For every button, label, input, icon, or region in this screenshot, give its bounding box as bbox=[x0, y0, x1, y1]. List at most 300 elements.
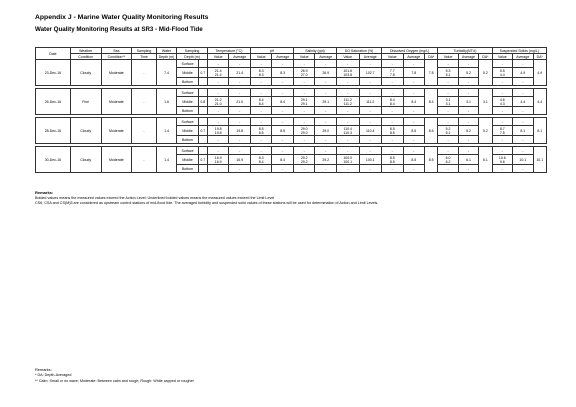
cell-value bbox=[250, 147, 272, 155]
cell-value-1: 19.8 bbox=[214, 126, 222, 131]
cell-dash: - bbox=[391, 119, 393, 124]
cell-value bbox=[492, 136, 512, 144]
cell-dash: - bbox=[467, 108, 470, 113]
cell-value-2: 6.2 bbox=[445, 159, 451, 164]
cell-value bbox=[207, 155, 229, 165]
cell-dash: - bbox=[501, 108, 503, 113]
cell-sampling-time: - bbox=[132, 147, 157, 173]
cell-value bbox=[403, 97, 425, 107]
cell-dash: - bbox=[347, 61, 349, 66]
header-average: Average bbox=[513, 54, 533, 60]
cell-average: 110.4 bbox=[366, 128, 375, 133]
cell-sea-condition: Moderate bbox=[101, 89, 132, 115]
cell-value-1: 8.4 bbox=[389, 97, 395, 102]
cell-value bbox=[229, 147, 251, 155]
cell-dash: - bbox=[391, 148, 393, 153]
header-value: Value bbox=[382, 54, 404, 60]
footnote-depth-averaged: * DA: Depth-Averaged bbox=[35, 373, 72, 377]
cell-dash: - bbox=[447, 108, 449, 113]
cell-level-label: Bottom bbox=[177, 165, 199, 173]
table-row bbox=[36, 118, 547, 126]
cell-value bbox=[207, 60, 229, 68]
cell-dash: - bbox=[413, 119, 415, 124]
cell-value-2: 8.4 bbox=[389, 101, 395, 106]
cell-value bbox=[438, 147, 458, 155]
cell-dash: - bbox=[325, 119, 327, 124]
cell-dash: - bbox=[303, 79, 305, 84]
cell-dash: - bbox=[501, 119, 503, 124]
cell-sampling-depth: 0.7 bbox=[198, 126, 207, 136]
cell-value-2: 16.9 bbox=[214, 159, 222, 164]
table-row bbox=[36, 89, 547, 97]
header-value: Value bbox=[438, 54, 458, 60]
cell-value-1: 5.3 bbox=[445, 68, 451, 73]
cell-value-1: 7.7 bbox=[389, 68, 395, 73]
cell-value bbox=[207, 147, 229, 155]
cell-value bbox=[207, 136, 229, 144]
cell-value bbox=[250, 126, 272, 136]
cell-average: 8.4 bbox=[280, 157, 286, 162]
cell-dash: - bbox=[325, 166, 327, 171]
header-average: Average bbox=[359, 54, 382, 60]
cell-value-1: 21.2 bbox=[214, 97, 222, 102]
cell-value bbox=[272, 136, 294, 144]
cell-value-2: 3.1 bbox=[445, 101, 451, 106]
cell-value bbox=[272, 155, 294, 165]
cell-value-2: 27.0 bbox=[300, 72, 308, 77]
cell-dash: - bbox=[391, 137, 393, 142]
cell-average: 102.7 bbox=[365, 70, 375, 75]
cell-water-depth: 1.6 bbox=[156, 89, 176, 115]
cell-dash: - bbox=[447, 119, 449, 124]
cell-sampling-depth bbox=[198, 165, 207, 173]
cell-sea-condition: Moderate bbox=[101, 60, 132, 86]
cell-dash: - bbox=[447, 79, 449, 84]
header-do-saturation: DO Saturation (%) bbox=[336, 48, 381, 54]
cell-value-1: 110.4 bbox=[343, 126, 352, 131]
cell-value bbox=[336, 155, 359, 165]
cell-dash: - bbox=[522, 61, 524, 66]
cell-sampling-depth: 0.7 bbox=[198, 155, 207, 165]
cell-value bbox=[359, 155, 382, 165]
cell-value bbox=[207, 107, 229, 115]
cell-value bbox=[359, 89, 382, 97]
cell-dash: - bbox=[467, 148, 470, 153]
cell-value bbox=[336, 78, 359, 86]
cell-value bbox=[250, 89, 272, 97]
cell-value bbox=[315, 136, 337, 144]
cell-value-1: 29.1 bbox=[300, 97, 308, 102]
cell-dash: - bbox=[391, 61, 393, 66]
cell-value bbox=[513, 97, 533, 107]
cell-value bbox=[438, 118, 458, 126]
cell-value bbox=[438, 78, 458, 86]
cell-dash: - bbox=[447, 137, 449, 142]
cell-average: 19.8 bbox=[236, 128, 244, 133]
cell-average: 8.5 bbox=[411, 128, 417, 133]
cell-dash: - bbox=[347, 166, 349, 171]
cell-depth-averaged: 8.5 bbox=[425, 118, 438, 144]
cell-dash: - bbox=[217, 166, 219, 171]
cell-value-1: 21.4 bbox=[214, 68, 222, 73]
cell-average: 8.5 bbox=[280, 128, 286, 133]
cell-dash: - bbox=[217, 137, 219, 142]
cell-value-2: 21.0 bbox=[214, 101, 222, 106]
cell-value bbox=[438, 60, 458, 68]
cell-value-2: 29.0 bbox=[300, 130, 308, 135]
cell-value bbox=[382, 118, 404, 126]
cell-value-2: 5.1 bbox=[445, 130, 451, 135]
cell-value bbox=[336, 118, 359, 126]
cell-water-depth: 1.4 bbox=[156, 118, 176, 144]
cell-dash: - bbox=[282, 137, 284, 142]
cell-dash: - bbox=[501, 137, 503, 142]
cell-value-2: 7.5 bbox=[499, 130, 505, 135]
cell-average: 8.1 bbox=[520, 128, 526, 133]
remarks-line-1: Bolded values means the measured values exceed the Action Level; Underlined bolded values means the measured values exceed the Limit Level bbox=[35, 196, 275, 200]
cell-value bbox=[336, 147, 359, 155]
header-temperature: Temperature (°C) bbox=[207, 48, 250, 54]
cell-value bbox=[250, 68, 272, 78]
cell-value bbox=[293, 147, 315, 155]
cell-dash: - bbox=[217, 148, 219, 153]
cell-value bbox=[458, 136, 478, 144]
cell-value bbox=[359, 136, 382, 144]
cell-value bbox=[438, 89, 458, 97]
cell-dash: - bbox=[217, 108, 219, 113]
cell-average: 21.0 bbox=[236, 99, 244, 104]
header-value: Value bbox=[293, 54, 315, 60]
cell-dash: - bbox=[325, 61, 327, 66]
cell-dash: - bbox=[347, 148, 349, 153]
cell-value-2: 103.8 bbox=[343, 72, 353, 77]
cell-value bbox=[403, 89, 425, 97]
cell-sampling-depth bbox=[198, 107, 207, 115]
cell-dash: - bbox=[260, 61, 262, 66]
cell-dash: - bbox=[413, 148, 415, 153]
cell-value-1: 10.6 bbox=[498, 155, 506, 160]
cell-value bbox=[272, 89, 294, 97]
cell-depth-averaged: 4.4 bbox=[533, 89, 546, 115]
cell-dash: - bbox=[413, 90, 415, 95]
cell-value bbox=[229, 118, 251, 126]
cell-dash: - bbox=[467, 79, 470, 84]
cell-value bbox=[492, 89, 512, 97]
cell-dash: - bbox=[303, 61, 305, 66]
cell-average: 21.4 bbox=[236, 70, 244, 75]
cell-value bbox=[272, 165, 294, 173]
cell-value bbox=[229, 126, 251, 136]
table-row bbox=[36, 60, 547, 68]
cell-value-1: 8.5 bbox=[389, 155, 395, 160]
cell-value bbox=[229, 155, 251, 165]
cell-value bbox=[272, 97, 294, 107]
cell-value bbox=[438, 97, 458, 107]
cell-dash: - bbox=[501, 79, 503, 84]
cell-dash: - bbox=[260, 90, 262, 95]
cell-value bbox=[458, 60, 478, 68]
cell-value bbox=[229, 107, 251, 115]
cell-value bbox=[250, 118, 272, 126]
header-average: Average bbox=[229, 54, 251, 60]
cell-date: 28-Dec-16 bbox=[36, 118, 71, 144]
cell-dash: - bbox=[369, 90, 371, 95]
cell-value bbox=[382, 68, 404, 78]
cell-value bbox=[207, 165, 229, 173]
cell-value bbox=[250, 78, 272, 86]
cell-value-1: 8.3 bbox=[258, 68, 264, 73]
cell-dash: - bbox=[260, 148, 262, 153]
cell-value bbox=[403, 68, 425, 78]
water-quality-table bbox=[35, 47, 547, 173]
header-average: Average bbox=[315, 54, 337, 60]
cell-average: 10.1 bbox=[519, 157, 527, 162]
cell-value-2: 19.8 bbox=[214, 130, 222, 135]
cell-weather: Cloudy bbox=[70, 147, 101, 173]
cell-level-label: Middle bbox=[177, 68, 199, 78]
cell-dash: - bbox=[303, 90, 305, 95]
cell-dash: - bbox=[522, 79, 524, 84]
cell-dash: - bbox=[369, 108, 371, 113]
cell-value bbox=[458, 89, 478, 97]
cell-dash: - bbox=[522, 90, 524, 95]
cell-value bbox=[293, 136, 315, 144]
cell-dash: - bbox=[522, 166, 524, 171]
cell-average: 16.9 bbox=[236, 157, 244, 162]
header-value: Value bbox=[207, 54, 229, 60]
cell-value bbox=[229, 89, 251, 97]
cell-value bbox=[403, 147, 425, 155]
remarks-line-2: CS6, CSA and CS(M)5 are considered as upstream control stations of mid-flood tide. The averaged turbidity and suspended solid values of these stations will be used for determination of Action and Limit Levels. bbox=[35, 201, 379, 205]
cell-value bbox=[250, 97, 272, 107]
cell-water-depth: 7.4 bbox=[156, 60, 176, 86]
cell-value-1: 8.4 bbox=[258, 97, 264, 102]
header-average: Average bbox=[272, 54, 294, 60]
cell-average: 6.1 bbox=[466, 157, 471, 162]
cell-value-1: 100.0 bbox=[343, 155, 353, 160]
cell-dash: - bbox=[282, 79, 284, 84]
cell-value bbox=[336, 136, 359, 144]
cell-dash: - bbox=[260, 137, 262, 142]
cell-value bbox=[336, 68, 359, 78]
cell-dash: - bbox=[303, 119, 305, 124]
cell-depth-averaged: 8.5 bbox=[425, 147, 438, 173]
cell-dash: - bbox=[239, 119, 241, 124]
cell-value bbox=[359, 165, 382, 173]
cell-sampling-depth bbox=[198, 60, 207, 68]
cell-value-2: 4.3 bbox=[499, 101, 505, 106]
footnotes-title: Remarks: bbox=[35, 367, 52, 372]
cell-value bbox=[207, 89, 229, 97]
cell-value-1: 101.6 bbox=[343, 68, 353, 73]
header-dissolved-oxygen: Dissolved Oxygen (mg/L) bbox=[382, 48, 438, 54]
cell-depth-averaged: 5.2 bbox=[479, 118, 492, 144]
cell-dash: - bbox=[391, 79, 393, 84]
cell-value bbox=[359, 60, 382, 68]
cell-level-label: Middle bbox=[177, 126, 199, 136]
cell-dash: - bbox=[303, 137, 305, 142]
cell-value bbox=[382, 165, 404, 173]
cell-value bbox=[438, 126, 458, 136]
cell-value bbox=[293, 89, 315, 97]
cell-dash: - bbox=[369, 166, 371, 171]
cell-value bbox=[403, 155, 425, 165]
cell-average: 100.1 bbox=[365, 157, 375, 162]
cell-value bbox=[315, 68, 337, 78]
cell-dash: - bbox=[239, 61, 241, 66]
cell-value bbox=[438, 136, 458, 144]
cell-dash: - bbox=[325, 148, 327, 153]
cell-depth-averaged: 4.9 bbox=[533, 60, 546, 86]
cell-dash: - bbox=[369, 148, 371, 153]
footnote-sea-condition: ** Calm: Small or no wave; Moderate: Between calm and rough; Rough: White capped or rougher bbox=[35, 379, 194, 383]
cell-dash: - bbox=[325, 108, 327, 113]
cell-dash: - bbox=[282, 148, 284, 153]
cell-depth-averaged: 10.1 bbox=[533, 147, 546, 173]
cell-dash: - bbox=[522, 108, 524, 113]
cell-dash: - bbox=[501, 166, 503, 171]
cell-value bbox=[458, 68, 478, 78]
cell-value-2: 8.5 bbox=[389, 159, 395, 164]
cell-value bbox=[438, 155, 458, 165]
cell-dash: - bbox=[325, 137, 327, 142]
cell-dash: - bbox=[447, 166, 449, 171]
cell-value bbox=[336, 107, 359, 115]
cell-value bbox=[336, 97, 359, 107]
cell-dash: - bbox=[501, 90, 503, 95]
cell-average: 5.2 bbox=[466, 128, 471, 133]
cell-value-2: 29.2 bbox=[300, 159, 308, 164]
cell-value bbox=[513, 89, 533, 97]
cell-value bbox=[272, 78, 294, 86]
cell-depth-averaged: 6.1 bbox=[479, 147, 492, 173]
cell-value bbox=[229, 165, 251, 173]
cell-value bbox=[403, 118, 425, 126]
cell-value-2: 5.1 bbox=[445, 72, 451, 77]
cell-value-2: 100.1 bbox=[343, 159, 353, 164]
cell-value bbox=[513, 60, 533, 68]
cell-value-1: 8.3 bbox=[258, 155, 264, 160]
cell-dash: - bbox=[347, 119, 349, 124]
cell-dash: - bbox=[369, 79, 371, 84]
cell-dash: - bbox=[217, 119, 219, 124]
remarks-title: Remarks: bbox=[35, 190, 54, 195]
header-salinity: Salinity (ppt) bbox=[293, 48, 336, 54]
cell-dash: - bbox=[413, 79, 415, 84]
cell-sea-condition: Moderate bbox=[101, 147, 132, 173]
cell-value-1: 29.0 bbox=[300, 126, 308, 131]
cell-value bbox=[382, 126, 404, 136]
cell-value bbox=[359, 126, 382, 136]
cell-value bbox=[403, 136, 425, 144]
cell-value bbox=[315, 155, 337, 165]
header-value: Value bbox=[492, 54, 512, 60]
cell-value bbox=[382, 78, 404, 86]
cell-dash: - bbox=[239, 108, 241, 113]
cell-level-label: Surface bbox=[177, 60, 199, 68]
cell-value bbox=[359, 118, 382, 126]
header-sampling: Sampling bbox=[132, 48, 157, 54]
cell-weather: Fine bbox=[70, 89, 101, 115]
cell-level-label: Surface bbox=[177, 89, 199, 97]
cell-value bbox=[359, 107, 382, 115]
cell-value bbox=[492, 165, 512, 173]
cell-depth-averaged: 8.4 bbox=[425, 89, 438, 115]
cell-dash: - bbox=[413, 137, 415, 142]
cell-value bbox=[513, 118, 533, 126]
cell-value bbox=[272, 60, 294, 68]
header-value: Value bbox=[250, 54, 272, 60]
header-suspended-solids: Suspended Solids (mg/L) bbox=[492, 48, 546, 54]
cell-dash: - bbox=[467, 137, 470, 142]
cell-level-label: Surface bbox=[177, 118, 199, 126]
cell-dash: - bbox=[217, 61, 219, 66]
cell-dash: - bbox=[467, 166, 470, 171]
cell-value bbox=[438, 68, 458, 78]
cell-value-2: 111.2 bbox=[343, 101, 352, 106]
header-average: Average bbox=[403, 54, 425, 60]
cell-value bbox=[336, 89, 359, 97]
cell-dash: - bbox=[501, 148, 503, 153]
cell-value bbox=[492, 68, 512, 78]
cell-value bbox=[293, 97, 315, 107]
cell-value bbox=[250, 107, 272, 115]
cell-dash: - bbox=[467, 90, 470, 95]
cell-value-2: 21.4 bbox=[214, 72, 222, 77]
cell-depth-averaged: 8.1 bbox=[533, 118, 546, 144]
cell-sampling-depth bbox=[198, 118, 207, 126]
cell-depth-averaged: 3.1 bbox=[479, 89, 492, 115]
cell-value-2: 8.5 bbox=[389, 130, 395, 135]
cell-dash: - bbox=[239, 148, 241, 153]
cell-value bbox=[336, 126, 359, 136]
cell-value bbox=[250, 136, 272, 144]
cell-sampling-time: - bbox=[132, 118, 157, 144]
table-row bbox=[36, 147, 547, 155]
cell-dash: - bbox=[467, 61, 470, 66]
header-ph: pH bbox=[250, 48, 293, 54]
cell-dash: - bbox=[347, 79, 349, 84]
cell-value bbox=[359, 68, 382, 78]
cell-value bbox=[359, 78, 382, 86]
cell-value bbox=[293, 60, 315, 68]
cell-value-1: 26.9 bbox=[300, 68, 308, 73]
cell-value bbox=[272, 118, 294, 126]
cell-dash: - bbox=[217, 90, 219, 95]
cell-value bbox=[492, 147, 512, 155]
cell-value bbox=[438, 107, 458, 115]
cell-value-1: 6.0 bbox=[445, 155, 451, 160]
header-sea: Sea bbox=[101, 48, 132, 54]
cell-level-label: Middle bbox=[177, 97, 199, 107]
cell-dash: - bbox=[260, 166, 262, 171]
cell-water-depth: 1.4 bbox=[156, 147, 176, 173]
cell-value bbox=[458, 147, 478, 155]
cell-value bbox=[458, 107, 478, 115]
cell-value bbox=[293, 155, 315, 165]
cell-dash: - bbox=[260, 79, 262, 84]
cell-value bbox=[403, 107, 425, 115]
cell-dash: - bbox=[239, 79, 241, 84]
cell-value bbox=[458, 126, 478, 136]
cell-sampling-depth: 0.8 bbox=[198, 97, 207, 107]
cell-dash: - bbox=[282, 61, 284, 66]
cell-dash: - bbox=[303, 108, 305, 113]
cell-value bbox=[513, 78, 533, 86]
cell-sampling-depth bbox=[198, 136, 207, 144]
cell-average: 8.5 bbox=[411, 157, 417, 162]
cell-value-2: 29.1 bbox=[300, 101, 308, 106]
